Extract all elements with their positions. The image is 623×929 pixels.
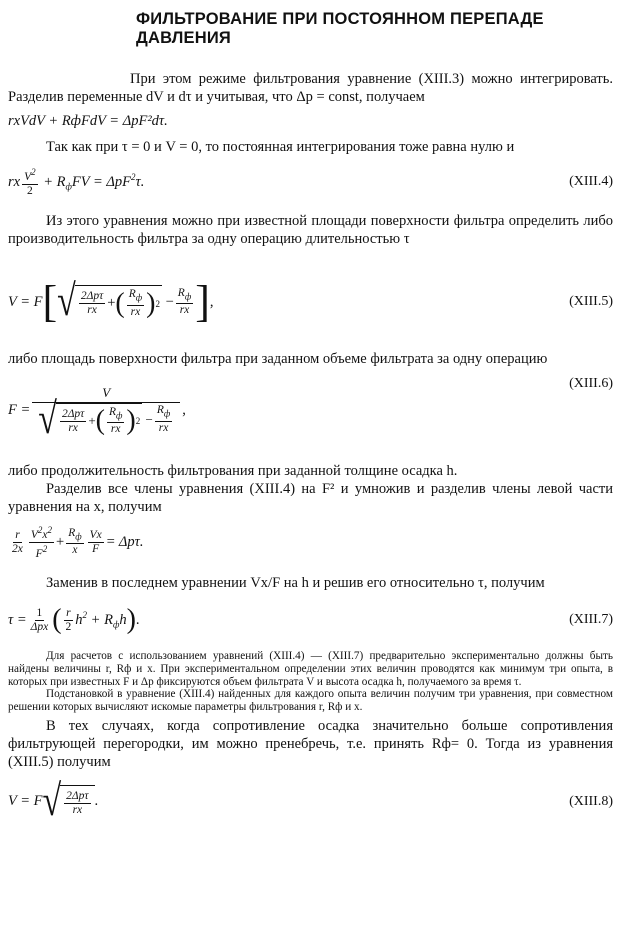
paragraph-filter-area: либо площадь поверхности фильтра при заданном объеме фильтрата за одну операцию [8, 351, 548, 367]
equation-xiii-5: V = F [ √ $\frac{\text{2Δpτ}}{rx}$ + ( $\frac{R_ф}{rx}$ ) 2 − $\frac{R_ф}{rx}$ ] , (XIII.5) [8, 277, 613, 326]
paragraph-intro: При этом режиме фильтрования уравнение (XIII.3) можно интегрировать. Разделив переменные dV и dτ и учитывая, что Δp = const, получаем [8, 71, 613, 105]
paragraph-neglect-resistance: В тех случаях, когда сопротивление осадка значительно больше сопротивления фильтрующей перегородки, им можно пренебречь, т.е. принять Rф= 0. Тогда из уравнения (XIII.5) получим [8, 717, 613, 770]
equation-xiii-6: F = V √ $\frac{\text{2Δpτ}}{rx}$ + ( $\frac{R_ф}{rx}$ ) 2 − $\frac{R_ф}{rx}$ , (XIII.6) [8, 376, 613, 443]
page [8, 10, 613, 825]
equation-number: (XIII.8) [569, 793, 613, 809]
equation-xiii-7: τ = $\frac{1}{\text{Δpx}}$ ( $\frac{r}{2}$ $h^2 + R_фh$ ) . (XIII.7) [8, 604, 613, 635]
equation-number: (XIII.6) [569, 376, 613, 391]
note-substitution: Подстановкой в уравнение (XIII.4) найденных для каждого опыта величин получим три уравнения, при совместном решении которых вычисляют искомые параметры фильтрования r, Rф и x. [8, 688, 613, 714]
section-title: ФИЛЬТРОВАНИЕ ПРИ ПОСТОЯННОМ ПЕРЕПАДЕ ДАВЛЕНИЯ [136, 10, 544, 47]
equation-xiii-4: rx $\frac{V^2}{2}$ + $R_фFV = \Delta pF^2\tau$. (XIII.4) [8, 167, 613, 197]
equation-number: (XIII.5) [569, 294, 613, 309]
note-experimental: Для расчетов с использованием уравнений (XIII.4) — (XIII.7) предварительно экспериментально должны быть найдены величины r, Rф и x. При экспериментальном определении этих величин проводятся как минимум три опыта, в которых при известных F и Δp фиксируются объем фильтрата V и высота осадка h, получаемого за время τ. [8, 650, 613, 688]
equation-intermediate: $\frac{r}{2x}$ $\frac{V^2x^2}{F^2}$ + $\frac{R_ф}{x}$ $\frac{Vx}{F}$ = Δpτ. [12, 524, 144, 560]
paragraph-duration: либо продолжительность фильтрования при заданной толщине осадка h. [8, 463, 458, 479]
paragraph-integration-constant: Так как при τ = 0 и V = 0, то постоянная интегрирования тоже равна нулю и [46, 139, 515, 155]
paragraph-divide: Разделив все члены уравнения (XIII.4) на F² и умножив и разделив члены левой части уравнения на x, получим [8, 481, 613, 515]
equation-differential: rxVdV + RфFdV = ΔpF²dτ. [8, 112, 168, 129]
paragraph-productivity: Из этого уравнения можно при известной площади поверхности фильтра определить либо производительность фильтра за одну операцию длительностью τ [8, 213, 613, 247]
paragraph-replace-h: Заменив в последнем уравнении Vx/F на h и решив его относительно τ, получим [46, 575, 545, 591]
equation-xiii-8: V = F √ $\frac{\text{2Δpτ}}{rx}$ . (XIII.8) [8, 777, 613, 826]
equation-number: (XIII.7) [569, 612, 613, 627]
equation-number: (XIII.4) [569, 174, 613, 189]
